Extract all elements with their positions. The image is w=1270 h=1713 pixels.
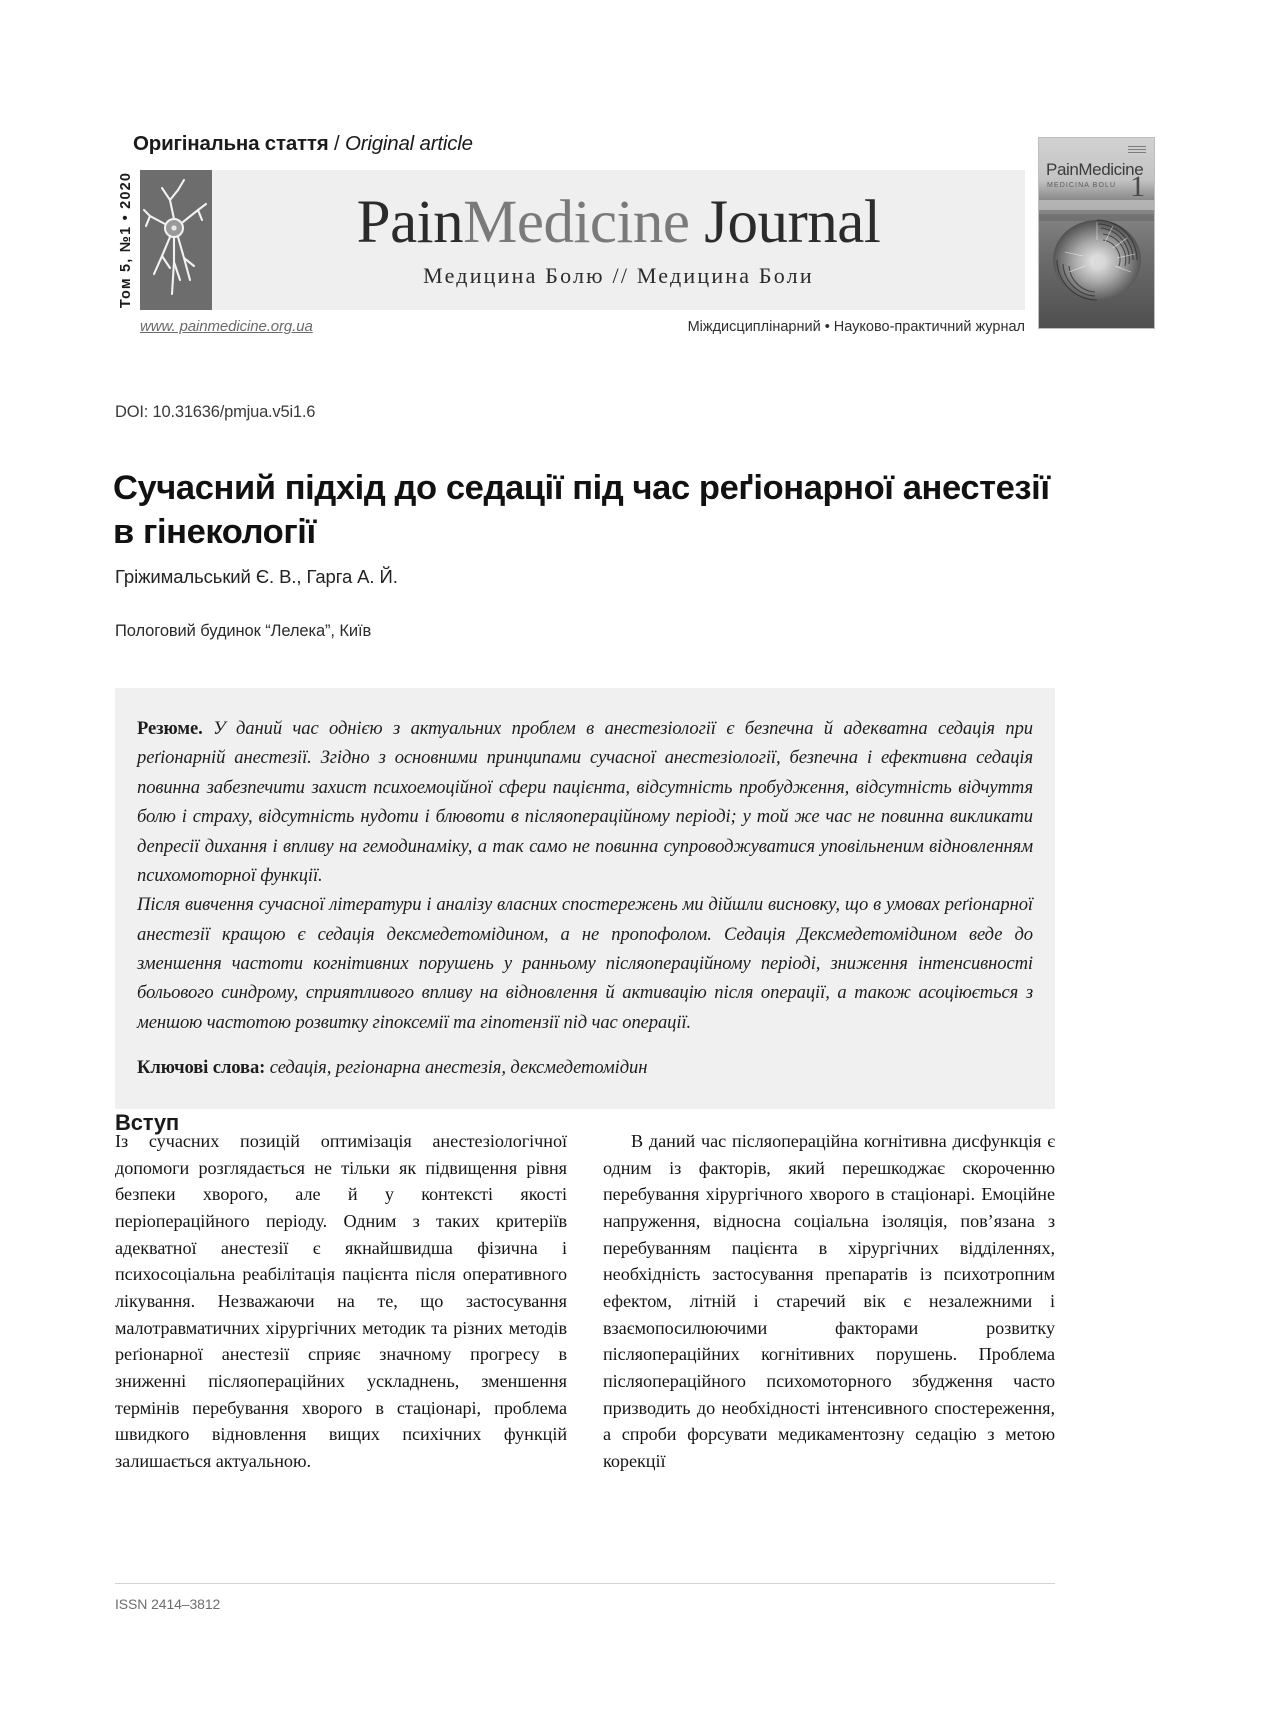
abstract-text-1: У даний час однією з актуальних проблем в анестезіології є безпечна й адекватна седація при реґіонарній анестезії. Згідно з основними принципами сучасної анестезіології, безпечна і ефективна седація повинна забезпечити захист психоемоційної сфери пацієнта, відсутність пробудження, відсутність відчуття болю і страху, відсутність нудоти і блювоти в післяопераційному періоді; у той же час не повинна викликати депресії дихання і впливу на гемодинаміку, а так само не повинна супроводжуватися уповільненим відновленням психомоторної функції.	[137, 718, 1033, 886]
abstract-label: Резюме.	[137, 718, 203, 739]
section-heading-intro: Вступ	[115, 1110, 179, 1136]
journal-name-pain: Pain	[356, 188, 464, 256]
abstract-paragraph-1	[137, 714, 1033, 890]
cover-issue-number: 1	[1130, 170, 1145, 203]
volume-issue-spine	[113, 170, 139, 310]
volume-issue-label: Том 5, №1 • 2020	[118, 171, 134, 309]
cover-subtitle: MEDICINA BOLU	[1047, 182, 1117, 189]
kicker-ukrainian: Оригінальна стаття	[133, 132, 329, 155]
body-paragraph-right: В даний час післяопераційна когнітивна дисфункція є одним із факторів, який перешкоджає скороченню перебування хірургічного хворого в стаціонарі. Емоційне напруження, відносна соціальна ізоляція, пов’язана з перебуванням пацієнта в хірургічних відділеннях, необхідність застосування препаратів із психотропним ефектом, літній і старечий вік є незалежними і взаємопосилюючими факторами розвитку післяопераційних когнітивних порушень. Проблема післяопераційного психомоторного збудження часто призводить до необхідності інтенсивного спостереження, а спроби форсувати медикаментозну седацію з метою корекції	[603, 1131, 1055, 1471]
kicker-separator: /	[328, 132, 345, 155]
journal-subtitle: Медицина Болю // Медицина Боли	[423, 262, 814, 288]
masthead	[115, 132, 1155, 337]
journal-name-medicine: Medicine	[463, 188, 690, 256]
body-column-left	[115, 1128, 567, 1475]
keywords-value: седація, регіонарна анестезія, дексмедетомідин	[265, 1057, 648, 1079]
journal-cover-thumbnail	[1038, 137, 1155, 329]
neuron-logo-icon	[140, 170, 212, 310]
journal-website-link[interactable]: www. painmedicine.org.ua	[140, 318, 313, 335]
masthead-strap	[140, 318, 1025, 344]
keywords-line	[137, 1053, 1033, 1082]
abstract-box	[115, 688, 1055, 1109]
abstract-paragraph-2: Після вивчення сучасної літератури і аналізу власних спостережень ми дійшли висновку, що в умовах реґіонарної анестезії кращою є седація дексмедетомідином, а не пропофолом. Седація Дексмедетомідином веде до зменшення частоти когнітивних порушень у ранньому післяопераційному періоді, зниження інтенсивності больового синдрому, сприятливого впливу на відновлення й активацію після операції, а також асоціюється з меншою частотою розвитку гіпоксемії та гіпотензії під час операції.	[137, 894, 1033, 1033]
cover-title: PainMedicine	[1046, 160, 1144, 179]
journal-name	[356, 188, 881, 256]
doi-text: DOI: 10.31636/pmjua.v5i1.6	[115, 403, 316, 421]
body-column-right	[603, 1128, 1055, 1475]
kicker-english: Original article	[344, 132, 473, 155]
nautilus-shell-image	[1043, 208, 1151, 308]
authors-line: Гріжимальський Є. В., Гарга А. Й.	[115, 566, 398, 587]
journal-description: Міждисциплінарний • Науково-практичний журнал	[687, 319, 1025, 335]
keywords-label: Ключові слова:	[137, 1057, 266, 1079]
article-type-kicker	[133, 132, 473, 156]
journal-name-journal: Journal	[689, 188, 881, 256]
body-paragraph-left: Із сучасних позицій оптимізація анестезіологічної допомоги розглядається не тільки як підвищення рівня безпеки хворого, але й у контексті якості періопераційного періоду. Одним з таких критеріїв адекватної анестезії є якнайшвидша фізична і психосоціальна реабілітація пацієнта після оперативного лікування. Незважаючи на те, що застосування малотравматичних хірургічних методик та різних методів реґіонарної анестезії сприяє значному прогресу в зниженні післяопераційних ускладнень, зменшення термінів перебування хворого в стаціонарі, проблема швидкого відновлення вищих психічних функцій залишається актуальною.	[115, 1131, 567, 1471]
affiliation-line: Пологовий будинок “Лелека”, Київ	[115, 622, 372, 640]
issn-text: ISSN 2414–3812	[115, 1596, 221, 1612]
page-title: Сучасний підхід до седації під час реґіонарної анестезії в гінекології	[113, 469, 1050, 552]
footer-divider	[115, 1583, 1055, 1584]
journal-title-band	[212, 170, 1025, 310]
cover-bars-icon	[1128, 146, 1146, 155]
